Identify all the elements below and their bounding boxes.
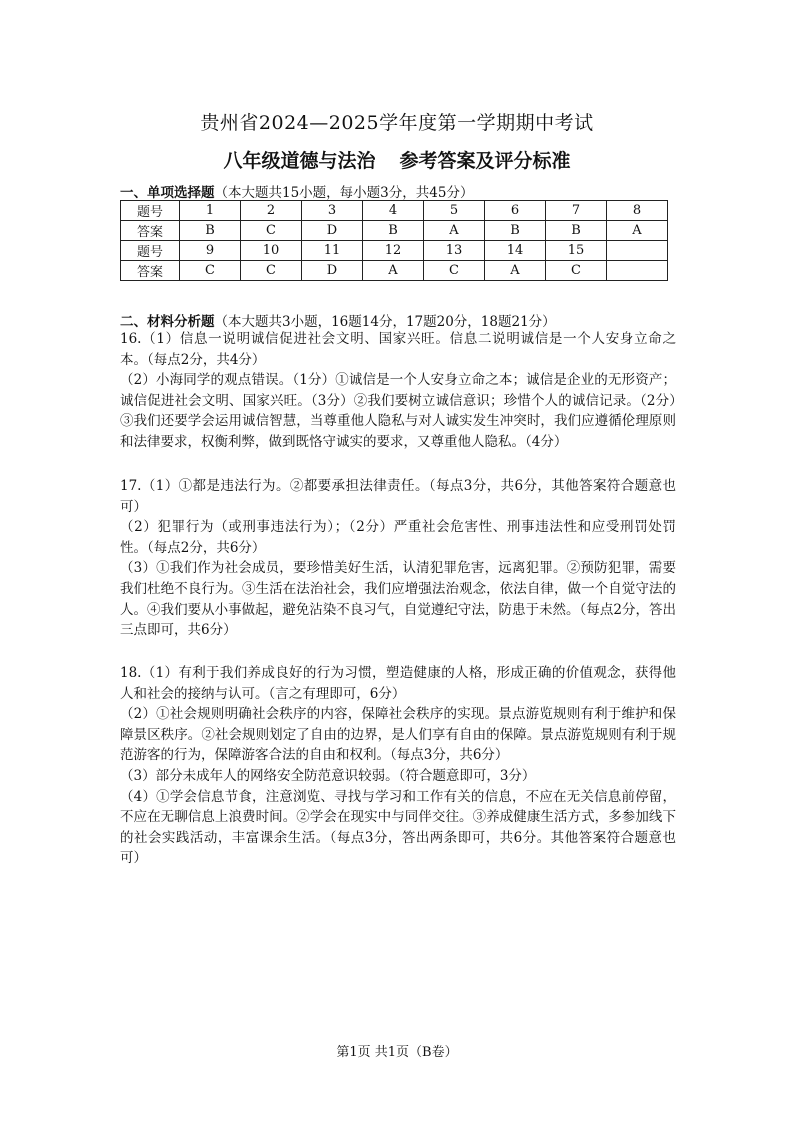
table-cell: 3 [302, 201, 363, 221]
table-row [121, 261, 668, 281]
answer-paragraph: （2）犯罪行为（或刑事违法行为）；（2分）严重社会危害性、刑事违法性和应受刑罚处罚性。（每点2分，共6分） [120, 519, 676, 556]
answer-paragraph: （3）部分未成年人的网络安全防范意识较弱。（符合题意即可，3分） [120, 767, 536, 784]
table-cell: 6 [485, 201, 546, 221]
table-cell: 答案 [121, 261, 180, 281]
table-cell: B [363, 221, 424, 241]
table-cell: 2 [241, 201, 302, 221]
table-row [121, 241, 668, 261]
table-cell: C [546, 261, 607, 281]
section1-heading [120, 181, 473, 201]
table-row [121, 221, 668, 241]
table-cell: C [180, 261, 241, 281]
page-footer: 第1页 共1页（B卷） [336, 1045, 458, 1060]
table-cell: C [241, 221, 302, 241]
answer-paragraph: （2）小海同学的观点错误。（1分）①诚信是一个人安身立命之本；诚信是企业的无形资产；诚信促进社会文明、国家兴旺。（3分）②我们要树立诚信意识；珍惜个人的诚信记录。（2分）③我们还要学会运用诚信智慧，当尊重他人隐私与对人诚实发生冲突时，我们应遵循伦理原则和法律要求，权衡利弊，做到既恪守诚实的要求，又尊重他人隐私。（4分） [120, 372, 676, 450]
table-cell [607, 261, 668, 281]
question-17-answer [120, 476, 676, 641]
table-cell: A [363, 261, 424, 281]
answer-key-title [0, 146, 794, 173]
table-cell [607, 241, 668, 261]
section2-title: 二、材料分析题 [120, 314, 215, 330]
table-cell: D [302, 221, 363, 241]
answer-paragraph: （3）①我们作为社会成员，要珍惜美好生活，认清犯罪危害，远离犯罪。②预防犯罪，需要我们杜绝不良行为。③生活在法治社会，我们应增强法治观念，依法自律，做一个自觉守法的人。④我们要从小事做起，避免沾染不良习气，自觉遵纪守法，防患于未然。（每点2分，答出三点即可，共6分） [120, 560, 676, 639]
table-cell: B [485, 221, 546, 241]
table-cell: 10 [241, 241, 302, 261]
table-cell: 11 [302, 241, 363, 261]
answer-paragraph: （4）①学会信息节食，注意浏览、寻找与学习和工作有关的信息，不应在无关信息前停留，不应在无聊信息上浪费时间。②学会在现实中与同伴交往。③养成健康生活方式，多参加线下的社会实践活动，丰富课余生活。（每点3分，答出两条即可，共6分。其他答案符合题意也可） [120, 788, 676, 867]
table-cell: A [607, 221, 668, 241]
table-row [121, 201, 668, 221]
section2-note: （本大题共3小题，16题14分，17题20分，18题21分） [214, 314, 556, 330]
table-cell: A [424, 221, 485, 241]
table-cell: D [302, 261, 363, 281]
answer-table [120, 200, 668, 281]
table-cell: 8 [607, 201, 668, 221]
answer-paragraph: 17.（1）①都是违法行为。②都要承担法律责任。（每点3分，共6分，其他答案符合题意也可） [120, 478, 676, 515]
answer-key-label: 参考答案及评分标准 [399, 150, 571, 172]
table-cell: 15 [546, 241, 607, 261]
table-cell: 14 [485, 241, 546, 261]
table-cell: B [180, 221, 241, 241]
section1-note: （本大题共15小题，每小题3分，共45分） [214, 185, 474, 201]
subject-name: 八年级道德与法治 [223, 150, 376, 172]
section1-title: 一、单项选择题 [120, 185, 215, 201]
table-cell: C [241, 261, 302, 281]
answer-paragraph: 18.（1）有利于我们养成良好的行为习惯，塑造健康的人格，形成正确的价值观念，获得他人和社会的接纳与认可。（言之有理即可，6分） [120, 665, 676, 702]
table-cell: 7 [546, 201, 607, 221]
table-cell: C [424, 261, 485, 281]
table-cell: 答案 [121, 221, 180, 241]
table-cell: 9 [180, 241, 241, 261]
table-cell: B [546, 221, 607, 241]
section2-heading [120, 310, 556, 330]
table-cell: 1 [180, 201, 241, 221]
table-cell: 5 [424, 201, 485, 221]
table-cell: 12 [363, 241, 424, 261]
answer-paragraph: （2）①社会规则明确社会秩序的内容，保障社会秩序的实现。景点游览规则有利于维护和保障景区秩序。②社会规则划定了自由的边界，是人们享有自由的保障。景点游览规则有利于规范游客的行为，保障游客合法的自由和权利。（每点3分，共6分） [120, 706, 676, 764]
table-cell: 题号 [121, 201, 180, 221]
answer-paragraph: 16.（1）信息一说明诚信促进社会文明、国家兴旺。信息二说明诚信是一个人安身立命之本。（每点2分，共4分） [120, 331, 676, 368]
question-16-answer [120, 329, 676, 453]
question-18-answer [120, 663, 676, 869]
exam-title: 贵州省2024—2025学年度第一学期期中考试 [200, 112, 594, 134]
table-cell: 题号 [121, 241, 180, 261]
table-cell: A [485, 261, 546, 281]
table-cell: 13 [424, 241, 485, 261]
table-cell: 4 [363, 201, 424, 221]
